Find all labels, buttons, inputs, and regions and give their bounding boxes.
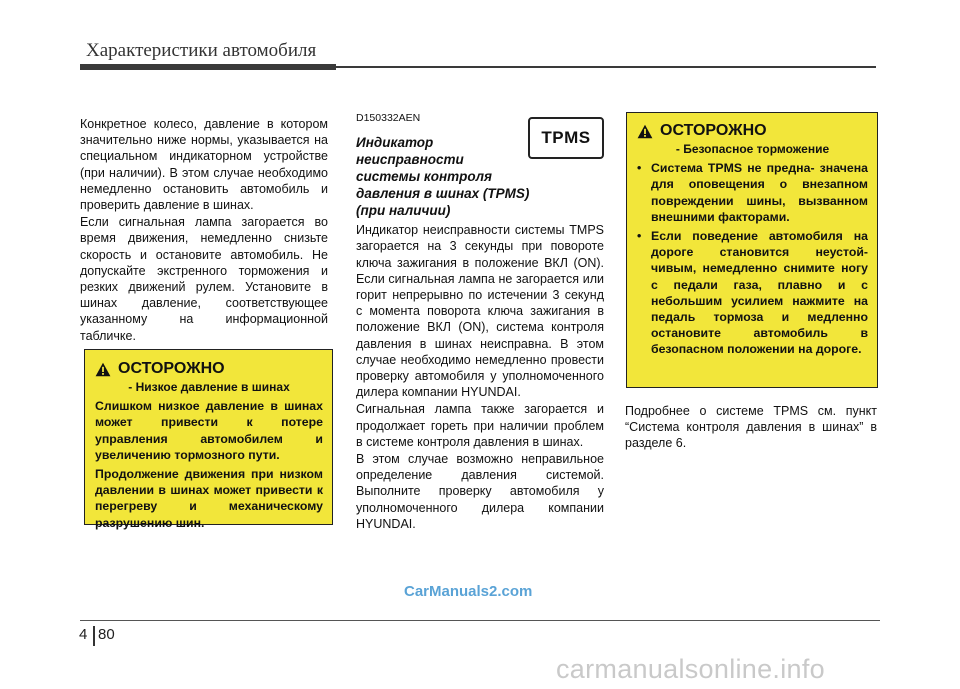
warning-title (95, 359, 323, 379)
heading-line: давления в шинах (TPMS) (356, 186, 530, 202)
warning-title (637, 121, 868, 141)
warning-triangle-icon (637, 124, 653, 139)
body-paragraph: Индикатор неисправности системы TMPS загорается на 3 секунды при повороте ключа зажигания в положение ВКЛ (ON). Если сигнальная лампа не загорается или горит непрерывно по истечении 3 секунд с момента поворота ключа зажигания в положение ВКЛ (ON), система контроля давления в шинах неисправна. В этом случае необходимо немедленно провести проверку автомобиля у уполномоченного дилера компании HYUNDAI. (356, 223, 604, 400)
warning-subtitle: - Безопасное торможение (675, 142, 830, 156)
section-code: D150332AEN (356, 112, 421, 124)
body-paragraph: Если сигнальная лампа загорается во время движения, немедленно снизьте скорость и остановите автомобиль. Не допускайте экстренного торможения и резких движений рулем. Установите в шинах давление, соответствующее указанному на информационной табличке. (80, 215, 328, 343)
page-title: Характеристики автомобиля (86, 40, 317, 61)
warning-title-text: ОСТОРОЖНО (118, 360, 225, 377)
page-number-divider (93, 626, 95, 646)
list-item: • Если поведение автомобиля на дороге становится неустой- чивым, немедленно снимите ногу с педали газа, плавно и с небольшим усилием нажмите на педаль тормоза и медленно остановите автомобиль в безопасном положении на дороге. (637, 228, 868, 358)
section-heading (356, 134, 541, 219)
warning-text: Слишком низкое давление в шинах может привести к потере управления автомобилем и увеличению тормозного пути. (95, 399, 323, 462)
list-item: • Система TPMS не предна- значена для оповещения о внезапном повреждении шины, вызванном внешними факторами. (637, 160, 868, 225)
header-rule-thick (80, 64, 336, 70)
body-paragraph: Конкретное колесо, давление в котором значительно ниже нормы, указывается на специальном индикаторном устройстве (при наличии). В этом случае необходимо немедленно остановить автомобиль и проверить давление в шинах. (80, 117, 328, 213)
warning-subtitle: - Низкое давление в шинах (128, 380, 290, 394)
left-column (80, 116, 328, 344)
warning-list (637, 160, 868, 357)
watermark-link[interactable]: CarManuals2.com (404, 583, 533, 600)
warning-box-low-pressure (84, 349, 333, 530)
body-paragraph: Сигнальная лампа также загорается и продолжает гореть при наличии проблем в системе контроля давления в шинах. (356, 402, 604, 449)
heading-line: Индикатор (356, 135, 434, 151)
warning-box-safe-braking (626, 112, 878, 388)
tpms-indicator-icon: TPMS (528, 117, 604, 159)
chapter-number: 4 (79, 626, 88, 643)
body-paragraph: Подробнее о системе TPMS см. пункт “Система контроля давления в шинах” в разделе 6. (625, 404, 877, 451)
heading-line: (при наличии) (356, 203, 451, 219)
middle-column (356, 110, 604, 532)
page-number: 80 (98, 626, 115, 643)
footer-rule (80, 620, 880, 621)
heading-line: неисправности (356, 152, 464, 168)
heading-line: системы контроля (356, 169, 492, 185)
warning-triangle-icon (95, 362, 111, 377)
bottom-brand-watermark: carmanualsonline.info (556, 654, 825, 684)
right-column (625, 403, 877, 452)
body-paragraph: В этом случае возможно неправильное определение давления системой. Выполните проверку автомобиля у уполномоченного дилера компании HYUNDAI. (356, 452, 604, 531)
warning-title-text: ОСТОРОЖНО (660, 122, 767, 139)
warning-text: Продолжение движения при низком давлении в шинах может привести к перегреву и механическому разрушению шин. (95, 467, 323, 530)
header-rule-thin (336, 66, 876, 68)
